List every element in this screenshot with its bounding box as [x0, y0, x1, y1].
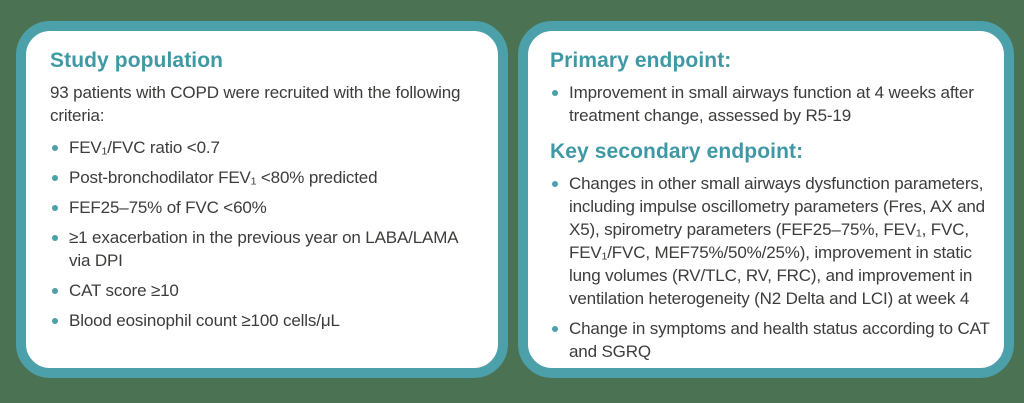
bullet-icon [52, 288, 58, 294]
list-item-text: Post-bronchodilator FEV₁ <80% predicted [69, 168, 378, 187]
criteria-list [50, 136, 474, 332]
bullet-icon [52, 318, 58, 324]
list-item-text: Change in symptoms and health status according to CAT and SGRQ [569, 319, 990, 361]
bullet-icon [552, 326, 558, 332]
bullet-icon [552, 90, 558, 96]
list-item-text: FEF25–75% of FVC <60% [69, 198, 267, 217]
list-item [550, 317, 990, 363]
list-item [50, 279, 474, 302]
list-item [50, 166, 474, 189]
bullet-icon [52, 175, 58, 181]
bullet-icon [52, 235, 58, 241]
list-item-text: Blood eosinophil count ≥100 cells/μL [69, 311, 340, 330]
list-item [50, 196, 474, 219]
study-population-card [16, 21, 508, 378]
list-item [50, 136, 474, 159]
list-item-text: CAT score ≥10 [69, 281, 179, 300]
list-item-text: Changes in other small airways dysfunction parameters, including impulse oscillometry parameters (Fres, AX and X5), spirometry parameters (FEF25–75%, FEV₁, FVC, FEV₁/FVC, MEF75%/50%/25%), improvement in static lung volumes (RV/TLC, RV, FRC), and improvement in ventilation heterogeneity (N2 Delta and LCI) at week 4 [569, 174, 985, 308]
list-item [550, 172, 990, 310]
list-item-text: Improvement in small airways function at 4 weeks after treatment change, assessed by R5-19 [569, 83, 974, 125]
primary-endpoint-list [550, 81, 990, 127]
study-population-title: Study population [50, 49, 224, 72]
study-population-intro: 93 patients with COPD were recruited with the following criteria: [50, 83, 461, 125]
primary-endpoint-title: Primary endpoint: [550, 49, 732, 72]
bullet-icon [552, 181, 558, 187]
list-item [50, 226, 474, 272]
list-item-text: ≥1 exacerbation in the previous year on LABA/LAMA via DPI [69, 228, 458, 270]
list-item [50, 309, 474, 332]
list-item-text: FEV₁/FVC ratio <0.7 [69, 138, 220, 157]
secondary-endpoint-title: Key secondary endpoint: [550, 140, 804, 163]
bullet-icon [52, 205, 58, 211]
bullet-icon [52, 145, 58, 151]
secondary-endpoint-list [550, 172, 990, 363]
endpoints-card [518, 21, 1014, 378]
list-item [550, 81, 990, 127]
